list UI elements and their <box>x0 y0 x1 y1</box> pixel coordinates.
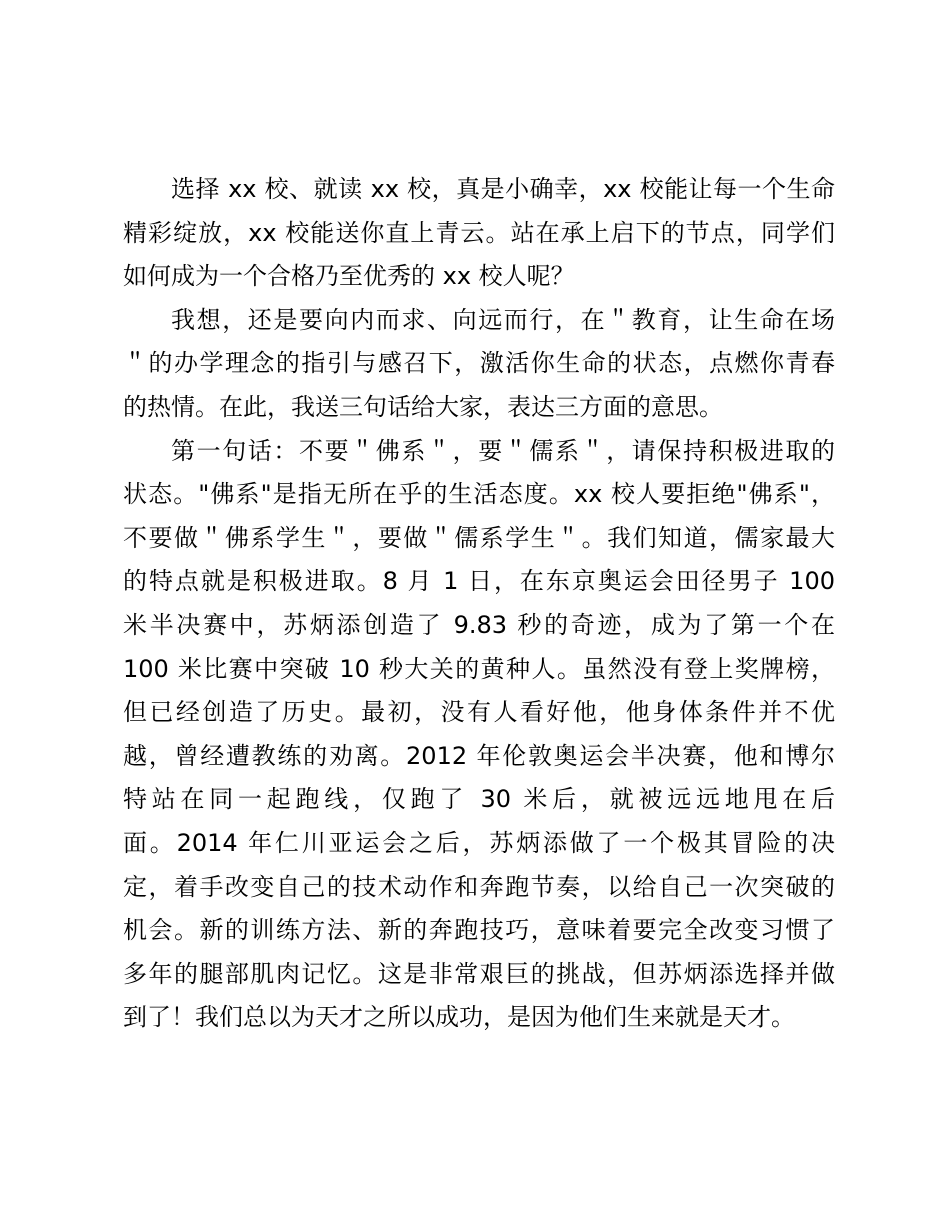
paragraph-2 <box>123 299 835 430</box>
paragraph-3 <box>123 430 835 1040</box>
text-line: 面。2014 年仁川亚运会之后，苏炳添做了一个极其冒险的决 <box>123 828 835 857</box>
text-line: 到了！我们总以为天才之所以成功，是因为他们生来就是天才。 <box>123 1003 795 1032</box>
text-line: 状态。"佛系"是指无所在乎的生活态度。xx 校人要拒绝"佛系"， <box>123 480 835 509</box>
text-line: 定，着手改变自己的技术动作和奔跑节奏，以给自己一次突破的 <box>123 872 835 901</box>
text-line: 但已经创造了历史。最初，没有人看好他，他身体条件并不优 <box>123 698 835 727</box>
text-line: 的特点就是积极进取。8 月 1 日，在东京奥运会田径男子 100 <box>123 567 835 596</box>
text-line: 的热情。在此，我送三句话给大家，表达三方面的意思。 <box>123 392 723 421</box>
paragraph-1 <box>123 168 835 299</box>
text-line: 不要做＂佛系学生＂，要做＂儒系学生＂。我们知道，儒家最大 <box>123 523 835 552</box>
text-line: ＂的办学理念的指引与感召下，激活你生命的状态，点燃你青春 <box>123 349 835 378</box>
text-line: 100 米比赛中突破 10 秒大关的黄种人。虽然没有登上奖牌榜， <box>123 654 835 683</box>
text-line: 我想，还是要向内而求、向远而行，在＂教育，让生命在场 <box>171 305 835 334</box>
text-line: 机会。新的训练方法、新的奔跑技巧，意味着要完全改变习惯了 <box>123 916 835 945</box>
text-line: 如何成为一个合格乃至优秀的 xx 校人呢？ <box>123 262 575 291</box>
text-line: 选择 xx 校、就读 xx 校，真是小确幸，xx 校能让每一个生命 <box>171 175 835 203</box>
text-line: 第一句话：不要＂佛系＂，要＂儒系＂，请保持积极进取的 <box>171 436 835 465</box>
document-body <box>123 168 835 1040</box>
text-line: 米半决赛中，苏炳添创造了 9.83 秒的奇迹，成为了第一个在 <box>123 610 835 639</box>
text-line: 多年的腿部肌肉记忆。这是非常艰巨的挑战，但苏炳添选择并做 <box>123 959 835 988</box>
text-line: 特站在同一起跑线，仅跑了 30 米后，就被远远地甩在后 <box>123 785 835 814</box>
text-line: 精彩绽放，xx 校能送你直上青云。站在承上启下的节点，同学们 <box>123 218 835 247</box>
text-line: 越，曾经遭教练的劝离。2012 年伦敦奥运会半决赛，他和博尔 <box>123 741 835 770</box>
